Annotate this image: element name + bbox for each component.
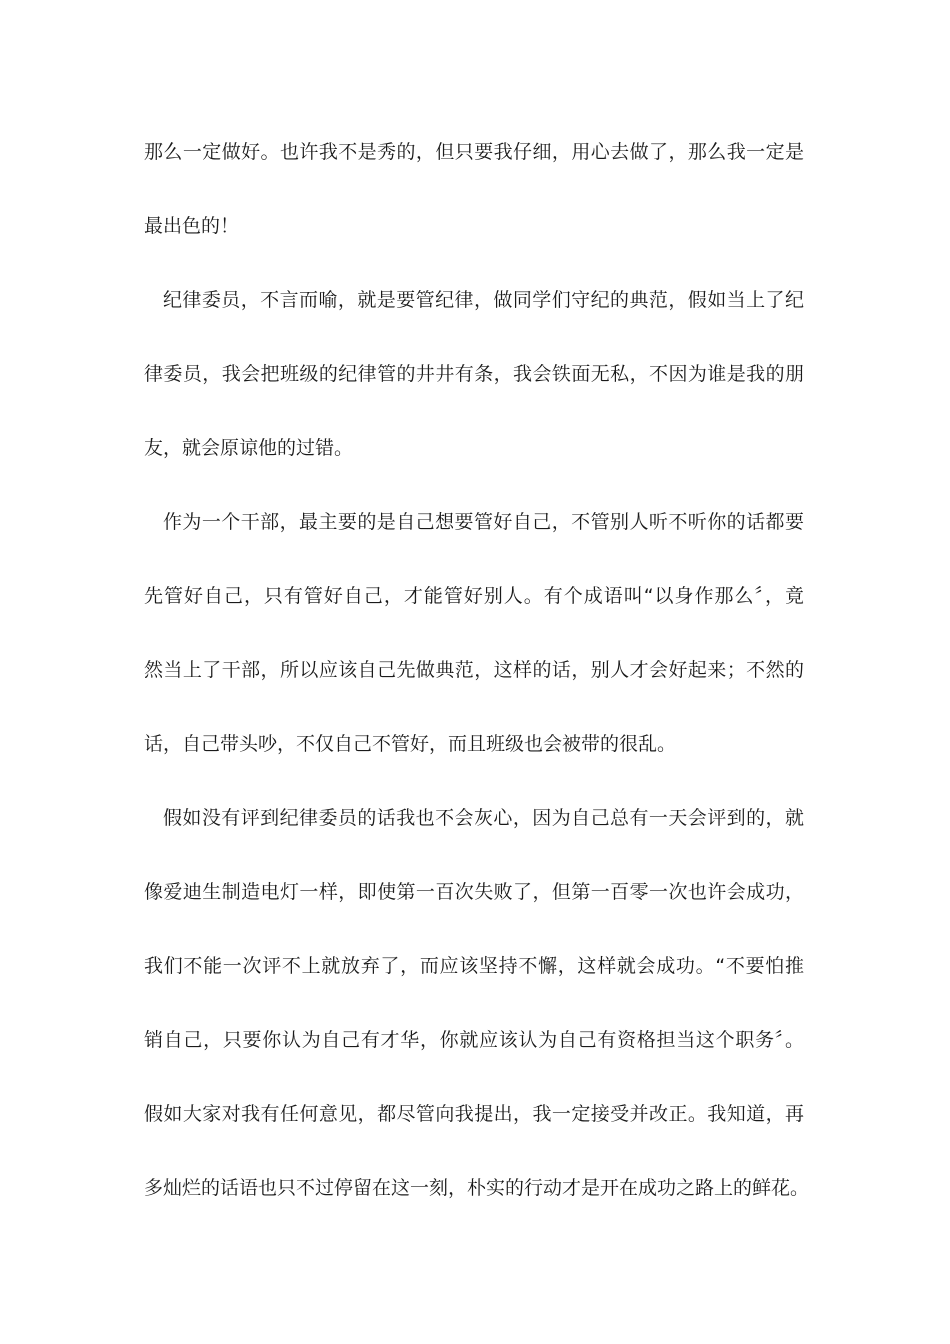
text-line: 那么一定做好。也许我不是秀的，但只要我仔细，用心去做了，那么我一定是 — [144, 141, 804, 163]
text-line: 我们不能一次评不上就放弃了，而应该坚持不懈，这样就会成功。“不要怕推 — [144, 955, 804, 977]
text-line: 销自己，只要你认为自己有才华，你就应该认为自己有资格担当这个职务〞。 — [144, 1029, 804, 1051]
text-line: 假如大家对我有任何意见，都尽管向我提出，我一定接受并改正。我知道，再 — [144, 1103, 804, 1125]
text-line: 纪律委员，不言而喻，就是要管纪律，做同学们守纪的典范，假如当上了纪 — [163, 289, 804, 311]
text-line: 像爱迪生制造电灯一样，即使第一百次失败了，但第一百零一次也许会成功， — [144, 881, 804, 903]
text-line: 多灿烂的话语也只不过停留在这一刻，朴实的行动才是开在成功之路上的鲜花。 — [144, 1177, 810, 1199]
text-line: 律委员，我会把班级的纪律管的井井有条，我会铁面无私，不因为谁是我的朋 — [144, 363, 804, 385]
text-line: 作为一个干部，最主要的是自己想要管好自己，不管别人听不听你的话都要 — [163, 511, 804, 533]
text-line: 友，就会原谅他的过错。 — [144, 437, 354, 459]
text-line: 先管好自己，只有管好自己，才能管好别人。有个成语叫“以身作那么〞，竟 — [144, 585, 804, 607]
text-line: 话，自己带头吵，不仅自己不管好，而且班级也会被带的很乱。 — [144, 733, 677, 755]
text-line: 然当上了干部，所以应该自己先做典范，这样的话，别人才会好起来；不然的 — [144, 659, 804, 681]
text-line: 假如没有评到纪律委员的话我也不会灰心，因为自己总有一天会评到的，就 — [163, 807, 804, 829]
text-line: 最出色的！ — [144, 215, 240, 237]
document-body — [144, 132, 810, 1242]
